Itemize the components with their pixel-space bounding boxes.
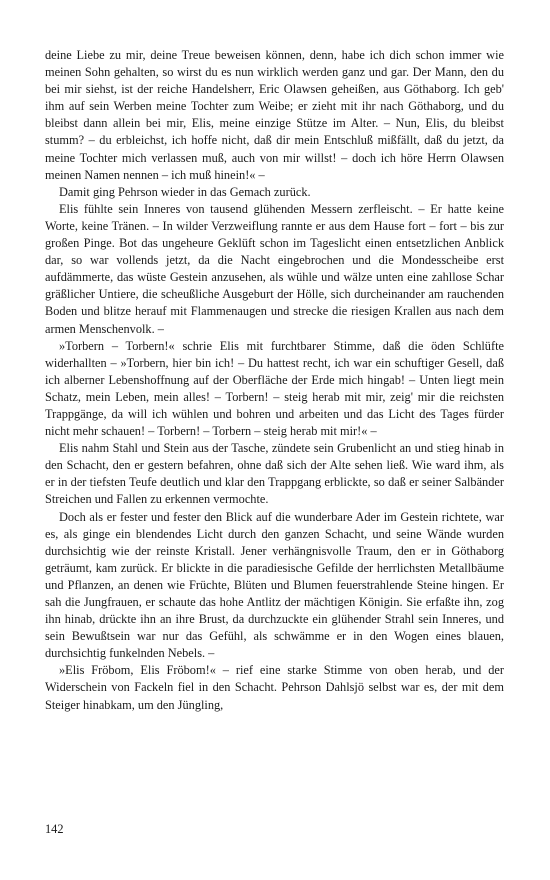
- body-text: [45, 47, 504, 714]
- paragraph: Doch als er fester und fester den Blick auf die wunderbare Ader im Gestein richtete, war es, als ginge ein blendendes Licht durch den ganzen Schacht, und seine Wände wurden durchsichtig wie der reinste Kristall. Jener verhängnisvolle Traum, den er in Göthaborg geträumt, kam zurück. Er blickte in die paradiesische Gefilde der herrlichsten Metallbäume und Pflanzen, an denen wie Früchte, Blüten und Blumen feuerstrahlende Steine hingen. Er sah die Jungfrauen, er schaute das hohe Antlitz der mächtigen Königin. Sie erfaßte ihn, zog ihn hinab, drückte ihn an ihre Brust, da durchzuckte ein glühender Strahl sein Inneres, und sein Bewußtsein war nur das Gefühl, als schwämme er in den Wogen eines blauen, durchsichtig funkelnden Nebels. –: [45, 509, 504, 661]
- paragraph: »Elis Fröbom, Elis Fröbom!« – rief eine starke Stimme von oben herab, und der Widerschein von Fackeln fiel in den Schacht. Pehrson Dahlsjö selbst war es, der mit dem Steiger hinabkam, um den Jüngling,: [45, 663, 504, 712]
- paragraph: Damit ging Pehrson wieder in das Gemach zurück.: [59, 184, 311, 199]
- paragraph: Elis fühlte sein Inneres von tausend glühenden Messern zerfleischt. – Er hatte keine Worte, keine Tränen. – In wilder Verzweiflung rannte er aus dem Hause fort – fort – bis zur großen Pinge. Bot das ungeheure Geklüft schon im Tageslicht einen entsetzlichen Anblick dar, so war vollends jetzt, da die Nacht eingebrochen und die Mondesscheibe erst aufdämmerte, das wüste Gestein anzusehen, als wühle und wälze unten eine zahllose Schar gräßlicher Untiere, die scheußliche Ausgeburt der Hölle, sich durcheinander am rauchenden Boden und blitze herauf mit Flammenaugen und strecke die riesigen Krallen aus nach dem armen Menschenvolk. –: [45, 201, 504, 336]
- paragraph: Elis nahm Stahl und Stein aus der Tasche, zündete sein Grubenlicht an und stieg hinab in den Schacht, den er gestern befahren, ohne daß sich der Alte sehen ließ. Wie ward ihm, als er in der tiefsten Teufe deutlich und klar den Trappgang erblickte, so daß er seiner Salbänder Streichen und Fallen zu erkennen vermochte.: [45, 441, 504, 507]
- page-number: 142: [45, 822, 64, 836]
- paragraph-continued: deine Liebe zu mir, deine Treue beweisen können, denn, habe ich dich schon immer wie meinen Sohn gehalten, so wirst du es nun wirklich werden ganz und gar. Der Mann, den du bei mir siehst, ist der reiche Handelsherr, Eric Olawsen geheißen, aus Göthaborg. Ich geb' ihm auf sein Werben meine Tochter zum Weibe; er zieht mit ihr nach Göthaborg, und du bleibst dann allein bei mir, Elis, meine einzige Stütze im Alter. – Nun, Elis, du bleibst stumm? – du erbleichst, ich hoffe nicht, daß dir mein Entschluß mißfällt, daß du jetzt, da meine Tochter mich verlassen muß, auch von mir willst! – doch ich höre Herrn Olawsen meinen Namen nennen – ich muß hinein!« –: [45, 48, 504, 182]
- paragraph: »Torbern – Torbern!« schrie Elis mit furchtbarer Stimme, daß die öden Schlüfte widerhallten – »Torbern, hier bin ich! – Du hattest recht, ich war ein schuftiger Gesell, daß ich alberner Lebenshoffnung auf der Oberfläche der Erde mich hingab! – Unten liegt mein Schatz, mein Leben, mein alles! – Torbern! – steig herab mit mir, zeig' mir die reichsten Trappgänge, da will ich wühlen und bohren und arbeiten und das Licht des Tages fürder nicht mehr schauen! – Torbern! – Torbern – steig herab mit mir!« –: [45, 338, 504, 439]
